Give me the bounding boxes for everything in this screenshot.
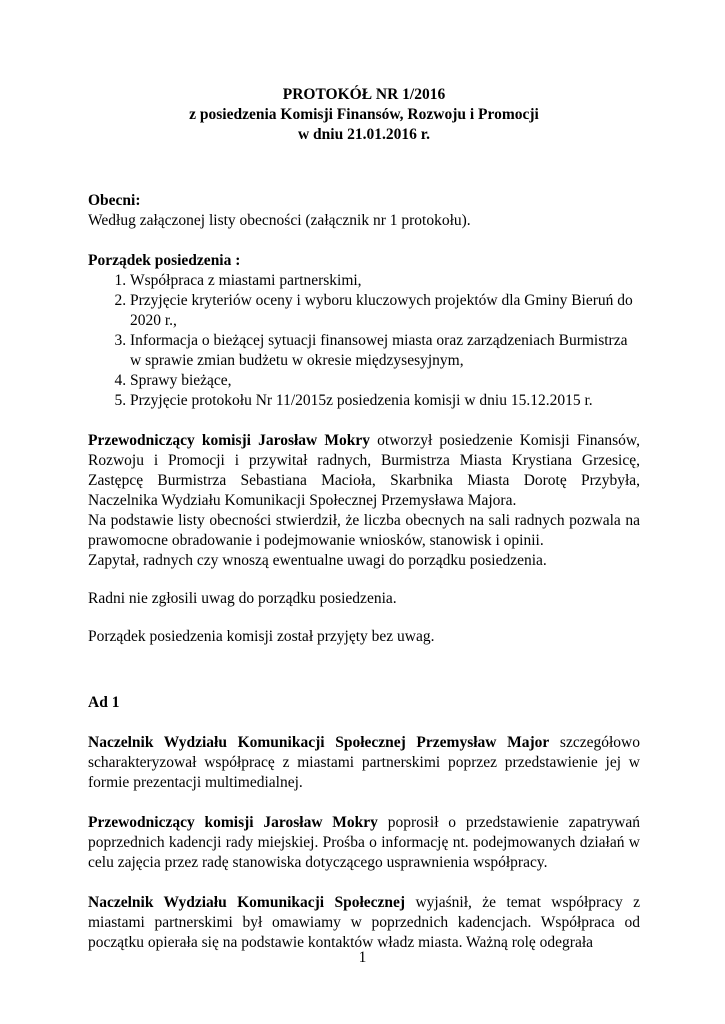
ad1-heading: Ad 1 [88,694,120,711]
quorum-paragraph: Na podstawie listy obecności stwierdził, że liczba obecnych na sali radnych pozwala na prawomocne obradowanie i podejmowanie wniosków, stanowisk i opinii. [88,512,640,549]
protocol-subtitle: z posiedzenia Komisji Finansów, Rozwoju i Promocji [189,106,539,123]
protocol-title: PROTOKÓŁ NR 1/2016 [282,86,446,103]
agenda-accepted-text: Porządek posiedzenia komisji został przyjęty bez uwag. [88,628,435,645]
opening-paragraph: Przewodniczący komisji Jarosław Mokry otworzył posiedzenie Komisji Finansów, Rozwoju i Promocji i przywitał radnych, Burmistrza Miasta Krystiana Grzesicę, Zastępcę Burmistrza Sebastiana Macioła, Skarbnika Miasta Dorotę Przybyła, Naczelnika Wydziału Komunikacji Społecznej Przemysława Majora. [88,432,640,509]
ad1-speaker-1: Naczelnik Wydziału Komunikacji Społecznej Przemysław Major [88,734,550,751]
agenda-item: 2. Przyjęcie kryteriów oceny i wyboru kluczowych projektów dla Gminy Bieruń do 2020 r., [130,291,640,331]
ad1-paragraph-1: Naczelnik Wydziału Komunikacji Społecznej Przemysław Major szczegółowo scharakteryzował współpracę z miastami partnerskimi poprzez przedstawienie jej w formie prezentacji multimedialnej. [88,734,640,791]
document-header [88,85,640,145]
ad1-speaker-3: Naczelnik Wydziału Komunikacji Społecznej [88,894,406,911]
no-remarks-text: Radni nie zgłosili uwag do porządku posiedzenia. [88,590,397,607]
agenda-list [88,271,640,411]
page-number: 1 [358,949,367,966]
ad1-paragraph-2: Przewodniczący komisji Jarosław Mokry poprosił o przedstawienie zapatrywań poprzednich kadencji rady miejskiej. Prośba o informację nt. podejmowanych działań w celu zajęcia przez radę stanowiska dotyczącego usprawnienia współpracy. [88,814,640,871]
opening-speaker: Przewodniczący komisji Jarosław Mokry [88,432,371,449]
agenda-heading: Porządek posiedzenia : [88,252,241,269]
ad1-paragraph-3: Naczelnik Wydziału Komunikacji Społecznej wyjaśnił, że temat współpracy z miastami partnerskimi był omawiamy w poprzednich kadencjach. Współpraca od początku opierała się na podstawie kontaktów władz miasta. Ważną rolę odegrała [88,894,640,951]
protocol-date: w dniu 21.01.2016 r. [297,126,431,143]
document-body [88,85,640,953]
ad1-speaker-2: Przewodniczący komisji Jarosław Mokry [88,814,378,831]
present-text: Według załączonej listy obecności (załącznik nr 1 protokołu). [88,212,471,229]
agenda-item: 5. Przyjęcie protokołu Nr 11/2015z posiedzenia komisji w dniu 15.12.2015 r. [130,391,640,411]
agenda-item: 4. Sprawy bieżące, [130,371,640,391]
agenda-item: 1. Współpraca z miastami partnerskimi, [130,271,640,291]
present-heading: Obecni: [88,192,141,209]
remarks-question: Zapytał, radnych czy wnoszą ewentualne uwagi do porządku posiedzenia. [88,552,547,569]
agenda-item: 3. Informacja o bieżącej sytuacji finansowej miasta oraz zarządzeniach Burmistrza w sprawie zmian budżetu w okresie międzysesyjnym, [130,331,640,371]
